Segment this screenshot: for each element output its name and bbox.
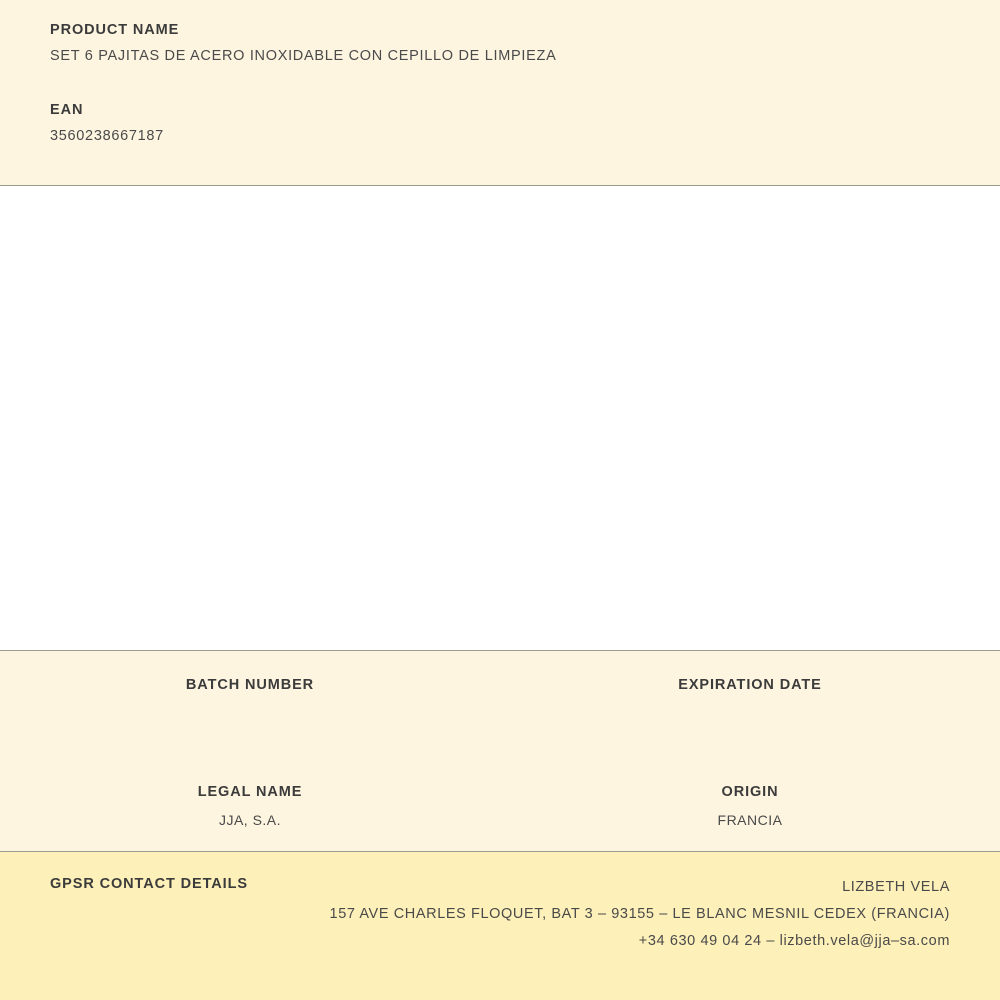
gpsr-footer [0, 852, 1000, 1000]
ean-value: 3560238667187 [50, 128, 164, 144]
gpsr-contact-phone: +34 630 49 04 24 – [638, 933, 775, 949]
product-name-label: PRODUCT NAME [50, 22, 180, 38]
origin-label: ORIGIN [721, 784, 779, 800]
product-image-area [0, 186, 1000, 651]
product-details [0, 651, 1000, 852]
origin-value: FRANCIA [717, 812, 783, 828]
expiration-date-label: EXPIRATION DATE [678, 677, 822, 693]
expiration-date-cell [500, 677, 1000, 722]
gpsr-contact-title: GPSR CONTACT DETAILS [50, 876, 248, 892]
ean-label: EAN [50, 102, 84, 118]
gpsr-contact-phone-line [330, 928, 950, 955]
batch-number-label: BATCH NUMBER [185, 677, 315, 693]
product-header [0, 0, 1000, 186]
gpsr-contact-details [330, 874, 950, 955]
ean-group [50, 102, 950, 144]
product-name-value: SET 6 PAJITAS DE ACERO INOXIDABLE CON CEPILLO DE LIMPIEZA [50, 48, 557, 64]
legal-name-cell [0, 784, 500, 829]
gpsr-contact-address: 157 AVE CHARLES FLOQUET, BAT 3 – 93155 – LE BLANC MESNIL CEDEX (FRANCIA) [329, 906, 950, 922]
origin-cell [500, 784, 1000, 829]
legal-name-label: LEGAL NAME [197, 784, 303, 800]
details-row [0, 677, 1000, 722]
gpsr-contact-email[interactable]: lizbeth.vela@jja–sa.com [779, 933, 950, 949]
details-row [0, 784, 1000, 829]
batch-number-value [20, 705, 480, 722]
legal-name-value: JJA, S.A. [218, 812, 282, 828]
product-name-group [50, 22, 950, 64]
batch-number-cell [0, 677, 500, 722]
gpsr-contact-name: LIZBETH VELA [842, 879, 950, 895]
expiration-date-value [520, 705, 980, 722]
